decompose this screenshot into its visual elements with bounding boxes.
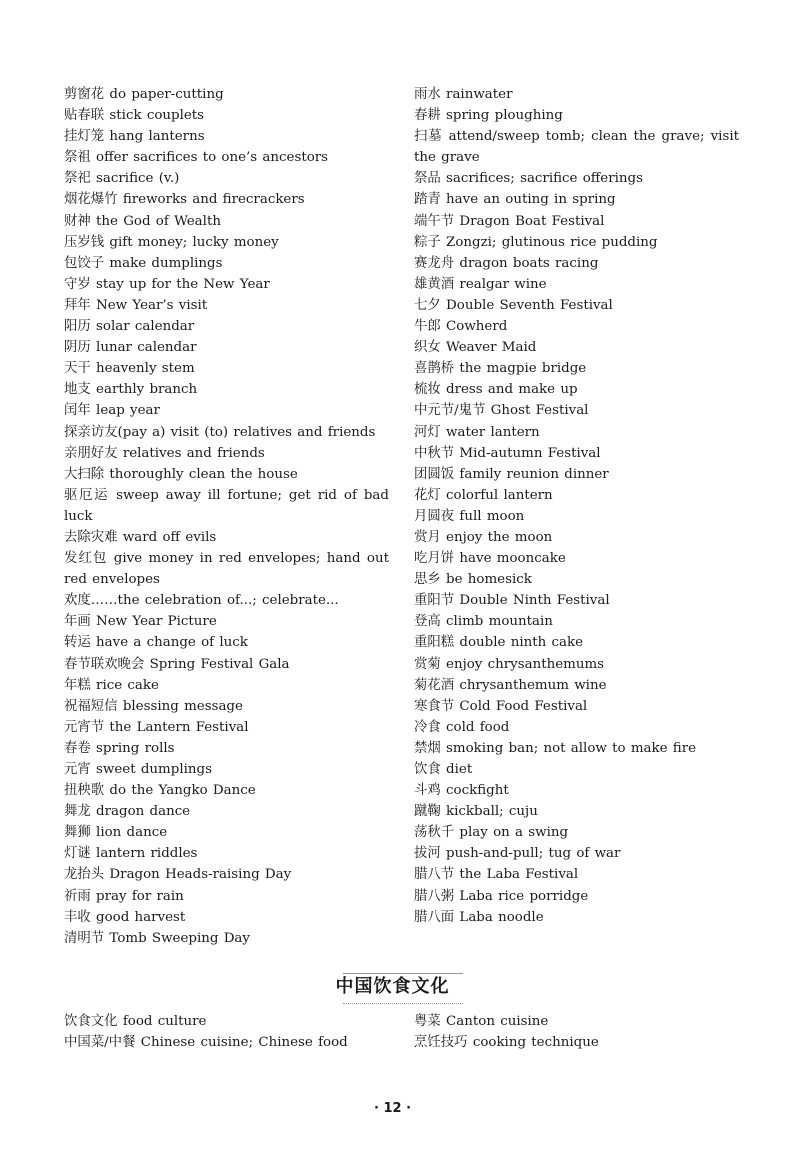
vocab-entry: 扫墓 attend/sweep tomb; clean the grave; visit the grave	[414, 129, 739, 166]
vocab-entry: 端午节 Dragon Boat Festival	[414, 213, 605, 229]
food-column-right	[414, 1011, 739, 1053]
vocab-entry: 亲朋好友 relatives and friends	[64, 445, 265, 461]
vocab-entry: 腊八节 the Laba Festival	[414, 867, 579, 883]
vocab-entry: 龙抬头 Dragon Heads-raising Day	[64, 867, 292, 883]
vocab-entry: 烹饪技巧 cooking technique	[414, 1035, 599, 1051]
vocab-entry: 守岁 stay up for the New Year	[64, 276, 270, 292]
vocab-entry: 禁烟 smoking ban; not allow to make fire	[414, 740, 697, 756]
vocab-entry: 祭祀 sacrifice (v.)	[64, 171, 180, 187]
vocab-entry: 祈雨 pray for rain	[64, 888, 184, 904]
vocab-entry: 七夕 Double Seventh Festival	[414, 297, 613, 313]
vocab-entry: 扭秧歌 do the Yangko Dance	[64, 783, 256, 799]
vocab-entry: 灯谜 lantern riddles	[64, 846, 198, 862]
vocab-entry: 舞龙 dragon dance	[64, 804, 191, 820]
vocab-entry: 驱厄运 sweep away ill fortune; get rid of bad luck	[64, 487, 389, 524]
vocab-entry: 河灯 water lantern	[414, 424, 540, 440]
vocab-entry: 花灯 colorful lantern	[414, 487, 553, 503]
vocab-entry: 挂灯笼 hang lanterns	[64, 129, 205, 145]
vocab-entry: 中秋节 Mid-autumn Festival	[414, 445, 601, 461]
vocab-entry: 春耕 spring ploughing	[414, 108, 563, 124]
vocab-entry: 春节联欢晚会 Spring Festival Gala	[64, 656, 290, 672]
vocab-column-left	[64, 84, 389, 949]
vocab-entry: 中国菜/中餐 Chinese cuisine; Chinese food	[64, 1035, 348, 1051]
vocab-entry: 雨水 rainwater	[414, 87, 513, 102]
vocab-entry: 梳妆 dress and make up	[414, 382, 578, 398]
vocab-entry: 地支 earthly branch	[64, 382, 198, 398]
vocab-entry: 荡秋千 play on a swing	[414, 825, 569, 841]
vocab-entry: 重阳糕 double ninth cake	[414, 635, 584, 651]
vocab-entry: 吃月饼 have mooncake	[414, 551, 566, 567]
vocab-entry: 腊八面 Laba noodle	[414, 909, 544, 925]
vocab-entry: 饮食文化 food culture	[64, 1014, 207, 1029]
page-number: · 12 ·	[373, 1101, 412, 1116]
vocab-entry: 发红包 give money in red envelopes; hand out red envelopes	[64, 551, 389, 588]
vocab-entry: 牛郎 Cowherd	[414, 319, 508, 335]
vocab-entry: 饮食 diet	[414, 762, 473, 777]
vocab-entry: 阴历 lunar calendar	[64, 340, 197, 356]
vocab-entry: 元宵节 the Lantern Festival	[64, 719, 249, 735]
vocab-entry: 踏青 have an outing in spring	[414, 192, 616, 208]
vocab-entry: 喜鹊桥 the magpie bridge	[414, 361, 587, 377]
vocab-entry: 腊八粥 Laba rice porridge	[414, 888, 589, 904]
vocab-entry: 拔河 push-and-pull; tug of war	[414, 846, 621, 862]
vocab-entry: 中元节/鬼节 Ghost Festival	[414, 403, 589, 419]
vocab-entry: 寒食节 Cold Food Festival	[414, 698, 588, 714]
vocab-entry: 烟花爆竹 fireworks and firecrackers	[64, 192, 305, 208]
vocab-column-right	[414, 84, 739, 928]
vocab-entry: 祭祖 offer sacrifices to one’s ancestors	[64, 150, 329, 166]
vocab-entry: 重阳节 Double Ninth Festival	[414, 593, 610, 609]
vocab-entry: 包饺子 make dumplings	[64, 255, 223, 271]
vocab-entry: 赏月 enjoy the moon	[414, 529, 553, 545]
vocab-entry: 菊花酒 chrysanthemum wine	[414, 677, 607, 693]
vocab-entry: 思乡 be homesick	[414, 572, 532, 588]
vocab-entry: 雄黄酒 realgar wine	[414, 276, 547, 292]
vocab-entry: 舞狮 lion dance	[64, 825, 168, 841]
vocab-entry: 转运 have a change of luck	[64, 635, 248, 651]
vocab-entry: 年糕 rice cake	[64, 677, 159, 693]
vocab-entry: 粤菜 Canton cuisine	[414, 1014, 549, 1029]
vocab-entry: 压岁钱 gift money; lucky money	[64, 234, 279, 250]
vocab-entry: 元宵 sweet dumplings	[64, 762, 212, 777]
vocab-entry: 冷食 cold food	[414, 719, 510, 735]
section-title-rule-bottom	[343, 1003, 463, 1004]
vocab-entry: 祝福短信 blessing message	[64, 698, 243, 714]
vocab-entry: 贴春联 stick couplets	[64, 108, 205, 124]
section-title: 中国饮食文化	[335, 976, 450, 997]
vocab-entry: 蹴鞠 kickball; cuju	[414, 804, 538, 820]
vocab-entry: 祭品 sacrifices; sacrifice offerings	[414, 171, 643, 187]
vocab-entry: 阳历 solar calendar	[64, 319, 195, 335]
vocab-entry: 清明节 Tomb Sweeping Day	[64, 930, 250, 946]
vocab-entry: 探亲访友(pay a) visit (to) relatives and friends	[64, 424, 376, 440]
vocab-entry: 大扫除 thoroughly clean the house	[64, 466, 298, 482]
vocab-entry: 闰年 leap year	[64, 403, 160, 419]
vocab-entry: 拜年 New Year’s visit	[64, 297, 208, 313]
vocab-entry: 年画 New Year Picture	[64, 614, 217, 630]
vocab-entry: 天干 heavenly stem	[64, 361, 195, 377]
vocab-entry: 粽子 Zongzi; glutinous rice pudding	[414, 234, 658, 250]
vocab-entry: 去除灾难 ward off evils	[64, 529, 217, 545]
vocab-entry: 欢度……the celebration of...; celebrate...	[64, 593, 339, 609]
vocab-entry: 织女 Weaver Maid	[414, 340, 537, 356]
vocab-entry: 剪窗花 do paper-cutting	[64, 87, 224, 102]
vocab-entry: 春卷 spring rolls	[64, 740, 175, 756]
vocab-entry: 丰收 good harvest	[64, 909, 186, 925]
vocab-entry: 登高 climb mountain	[414, 614, 553, 630]
vocab-entry: 团圆饭 family reunion dinner	[414, 466, 609, 482]
vocab-entry: 财神 the God of Wealth	[64, 213, 221, 229]
vocab-entry: 斗鸡 cockfight	[414, 783, 509, 799]
vocab-entry: 赏菊 enjoy chrysanthemums	[414, 656, 605, 672]
vocab-entry: 赛龙舟 dragon boats racing	[414, 255, 599, 271]
food-column-left	[64, 1011, 389, 1053]
vocab-entry: 月圆夜 full moon	[414, 508, 525, 524]
